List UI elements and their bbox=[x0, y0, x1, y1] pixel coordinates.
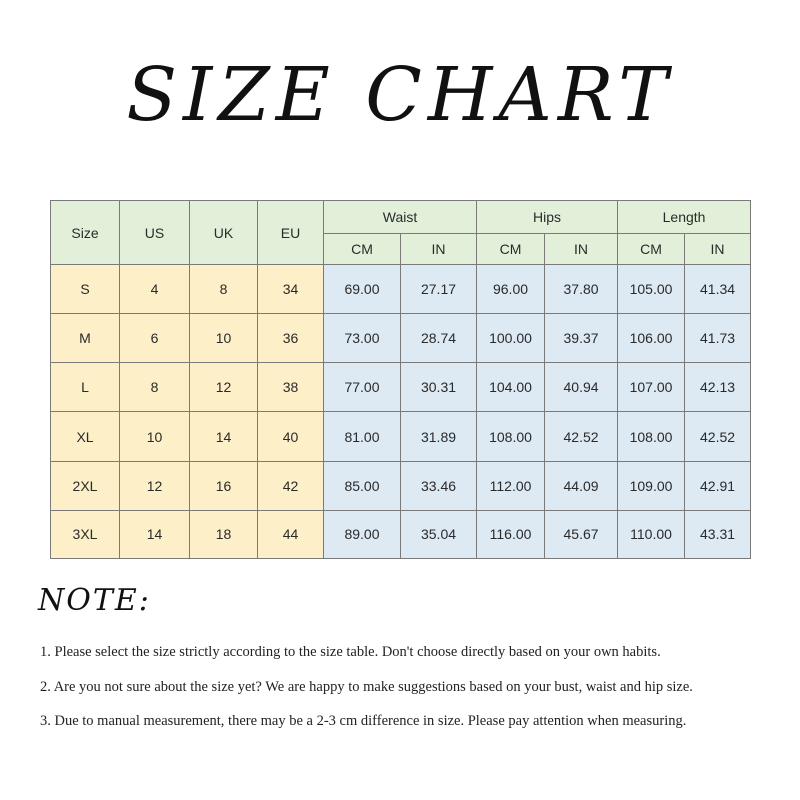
cell-length-cm: 108.00 bbox=[618, 412, 685, 461]
cell-waist-cm: 81.00 bbox=[324, 412, 401, 461]
cell-hips-in: 45.67 bbox=[545, 510, 618, 558]
page-title: SIZE CHART bbox=[126, 52, 674, 138]
header-uk: UK bbox=[190, 201, 258, 265]
header-us: US bbox=[120, 201, 190, 265]
cell-uk: 14 bbox=[190, 412, 258, 461]
cell-hips-cm: 104.00 bbox=[477, 363, 545, 412]
header-eu: EU bbox=[258, 201, 324, 265]
table-header-row bbox=[51, 201, 751, 234]
cell-us: 4 bbox=[120, 265, 190, 314]
cell-length-in: 42.91 bbox=[685, 461, 751, 510]
cell-size: S bbox=[51, 265, 120, 314]
cell-length-cm: 109.00 bbox=[618, 461, 685, 510]
cell-waist-cm: 69.00 bbox=[324, 265, 401, 314]
cell-waist-in: 33.46 bbox=[401, 461, 477, 510]
cell-hips-cm: 96.00 bbox=[477, 265, 545, 314]
cell-uk: 18 bbox=[190, 510, 258, 558]
cell-waist-in: 28.74 bbox=[401, 314, 477, 363]
cell-waist-in: 31.89 bbox=[401, 412, 477, 461]
table-row bbox=[51, 265, 751, 314]
cell-uk: 10 bbox=[190, 314, 258, 363]
header-length-cm: CM bbox=[618, 234, 685, 265]
header-length: Length bbox=[618, 201, 751, 234]
size-table bbox=[50, 200, 751, 559]
cell-eu: 42 bbox=[258, 461, 324, 510]
cell-us: 6 bbox=[120, 314, 190, 363]
cell-eu: 34 bbox=[258, 265, 324, 314]
cell-uk: 16 bbox=[190, 461, 258, 510]
cell-hips-in: 39.37 bbox=[545, 314, 618, 363]
cell-waist-cm: 73.00 bbox=[324, 314, 401, 363]
cell-size: XL bbox=[51, 412, 120, 461]
cell-size: M bbox=[51, 314, 120, 363]
table-row bbox=[51, 461, 751, 510]
table-row bbox=[51, 363, 751, 412]
cell-length-in: 42.13 bbox=[685, 363, 751, 412]
cell-length-cm: 107.00 bbox=[618, 363, 685, 412]
header-waist: Waist bbox=[324, 201, 477, 234]
cell-waist-in: 30.31 bbox=[401, 363, 477, 412]
table-body bbox=[51, 265, 751, 559]
cell-waist-in: 27.17 bbox=[401, 265, 477, 314]
cell-uk: 12 bbox=[190, 363, 258, 412]
cell-us: 12 bbox=[120, 461, 190, 510]
cell-hips-cm: 100.00 bbox=[477, 314, 545, 363]
cell-waist-in: 35.04 bbox=[401, 510, 477, 558]
cell-length-in: 43.31 bbox=[685, 510, 751, 558]
cell-size: 2XL bbox=[51, 461, 120, 510]
table-row bbox=[51, 510, 751, 558]
cell-waist-cm: 77.00 bbox=[324, 363, 401, 412]
cell-us: 14 bbox=[120, 510, 190, 558]
cell-eu: 38 bbox=[258, 363, 324, 412]
cell-waist-cm: 89.00 bbox=[324, 510, 401, 558]
note-title: NOTE: bbox=[38, 583, 151, 618]
header-length-in: IN bbox=[685, 234, 751, 265]
note-line-3: 3. Due to manual measurement, there may be a 2-3 cm difference in size. Please pay attention when measuring. bbox=[40, 713, 687, 729]
cell-hips-cm: 108.00 bbox=[477, 412, 545, 461]
cell-eu: 44 bbox=[258, 510, 324, 558]
cell-length-cm: 105.00 bbox=[618, 265, 685, 314]
header-hips: Hips bbox=[477, 201, 618, 234]
cell-hips-cm: 112.00 bbox=[477, 461, 545, 510]
header-waist-cm: CM bbox=[324, 234, 401, 265]
cell-size: 3XL bbox=[51, 510, 120, 558]
cell-hips-in: 44.09 bbox=[545, 461, 618, 510]
cell-length-in: 42.52 bbox=[685, 412, 751, 461]
cell-us: 10 bbox=[120, 412, 190, 461]
cell-length-in: 41.34 bbox=[685, 265, 751, 314]
note-line-2: 2. Are you not sure about the size yet? We are happy to make suggestions based on your bust, waist and hip size. bbox=[40, 679, 693, 695]
cell-waist-cm: 85.00 bbox=[324, 461, 401, 510]
table-row bbox=[51, 412, 751, 461]
cell-hips-in: 40.94 bbox=[545, 363, 618, 412]
header-hips-cm: CM bbox=[477, 234, 545, 265]
cell-length-in: 41.73 bbox=[685, 314, 751, 363]
cell-length-cm: 110.00 bbox=[618, 510, 685, 558]
cell-eu: 40 bbox=[258, 412, 324, 461]
header-hips-in: IN bbox=[545, 234, 618, 265]
header-size: Size bbox=[51, 201, 120, 265]
cell-eu: 36 bbox=[258, 314, 324, 363]
note-line-1: 1. Please select the size strictly according to the size table. Don't choose directly based on your own habits. bbox=[40, 644, 661, 660]
cell-size: L bbox=[51, 363, 120, 412]
header-waist-in: IN bbox=[401, 234, 477, 265]
table-row bbox=[51, 314, 751, 363]
cell-hips-in: 37.80 bbox=[545, 265, 618, 314]
cell-hips-in: 42.52 bbox=[545, 412, 618, 461]
cell-length-cm: 106.00 bbox=[618, 314, 685, 363]
cell-hips-cm: 116.00 bbox=[477, 510, 545, 558]
cell-us: 8 bbox=[120, 363, 190, 412]
cell-uk: 8 bbox=[190, 265, 258, 314]
